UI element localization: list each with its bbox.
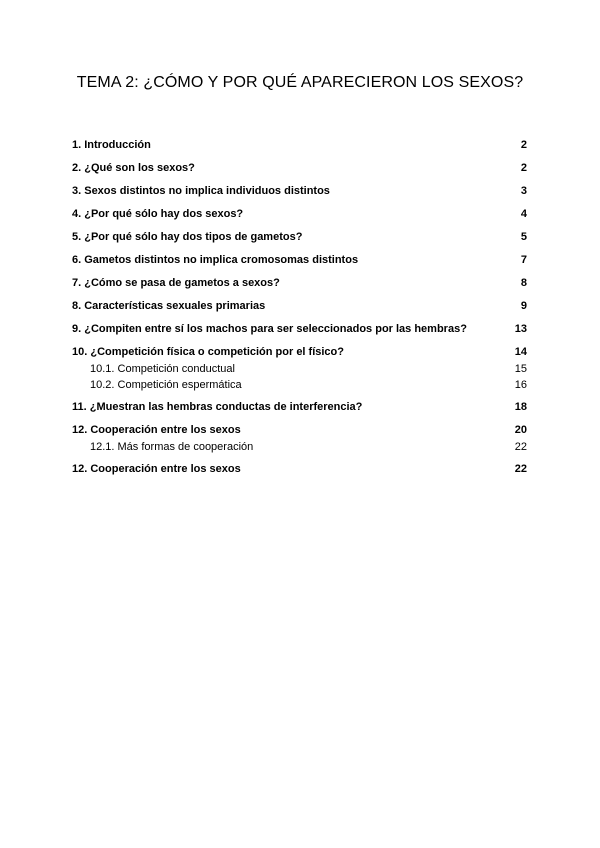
toc-entry[interactable] [72, 298, 527, 315]
toc-entry-label: 9. ¿Compiten entre sí los machos para ser seleccionados por las hembras? [72, 323, 467, 335]
toc-subentry[interactable] [72, 361, 527, 377]
toc-entry-label: 12. Cooperación entre los sexos [72, 424, 241, 436]
toc-entry-page: 2 [520, 139, 527, 151]
toc-subentry-label: 10.1. Competición conductual [90, 363, 235, 375]
toc-entry-label: 8. Características sexuales primarias [72, 300, 266, 312]
toc-subentry[interactable] [72, 377, 527, 393]
toc-entry-page: 20 [514, 424, 527, 436]
toc-entry[interactable] [72, 321, 527, 338]
toc-entry[interactable] [72, 399, 527, 416]
toc-entry-page: 5 [520, 231, 527, 243]
toc-entry-label: 10. ¿Competición física o competición por el físico? [72, 346, 344, 358]
toc-entry-page: 3 [520, 185, 527, 197]
toc-entry-page: 8 [520, 277, 527, 289]
toc-entry-label: 7. ¿Cómo se pasa de gametos a sexos? [72, 277, 280, 289]
toc-entry-page: 18 [514, 401, 527, 413]
toc-entry-label: 1. Introducción [72, 139, 151, 151]
toc-entry[interactable] [72, 183, 527, 200]
toc-subentry-label: 10.2. Competición espermática [90, 379, 242, 391]
toc-entry-page: 14 [514, 346, 527, 358]
toc-entry-page: 7 [520, 254, 527, 266]
toc-entry-label: 12. Cooperación entre los sexos [72, 463, 241, 475]
toc-entry-label: 6. Gametos distintos no implica cromosomas distintos [72, 254, 359, 266]
toc-subentry[interactable] [72, 439, 527, 455]
toc-entry[interactable] [72, 275, 527, 292]
toc-entry[interactable] [72, 422, 527, 439]
toc-entry-page: 2 [520, 162, 527, 174]
toc-entry[interactable] [72, 252, 527, 269]
toc-entry-page: 22 [514, 463, 527, 475]
toc-entry-label: 2. ¿Qué son los sexos? [72, 162, 195, 174]
toc-entry-label: 11. ¿Muestran las hembras conductas de interferencia? [72, 401, 363, 413]
toc-subentry-page: 22 [514, 441, 527, 453]
document-title: TEMA 2: ¿CÓMO Y POR QUÉ APARECIERON LOS SEXOS? [76, 74, 524, 91]
toc-entry-label: 3. Sexos distintos no implica individuos distintos [72, 185, 330, 197]
toc-entry[interactable] [72, 160, 527, 177]
toc-entry-page: 13 [514, 323, 527, 335]
toc-entry[interactable] [72, 344, 527, 361]
toc-entry-label: 5. ¿Por qué sólo hay dos tipos de gametos? [72, 231, 303, 243]
toc-entry-label: 4. ¿Por qué sólo hay dos sexos? [72, 208, 244, 220]
toc-entry[interactable] [72, 137, 527, 154]
table-of-contents [72, 137, 527, 484]
toc-subentry-page: 15 [514, 363, 527, 375]
toc-subentry-page: 16 [514, 379, 527, 391]
toc-entry[interactable] [72, 206, 527, 223]
toc-entry[interactable] [72, 229, 527, 246]
toc-entry-page: 9 [520, 300, 527, 312]
toc-subentry-label: 12.1. Más formas de cooperación [90, 441, 254, 453]
toc-entry-page: 4 [520, 208, 527, 220]
toc-entry[interactable] [72, 461, 527, 478]
